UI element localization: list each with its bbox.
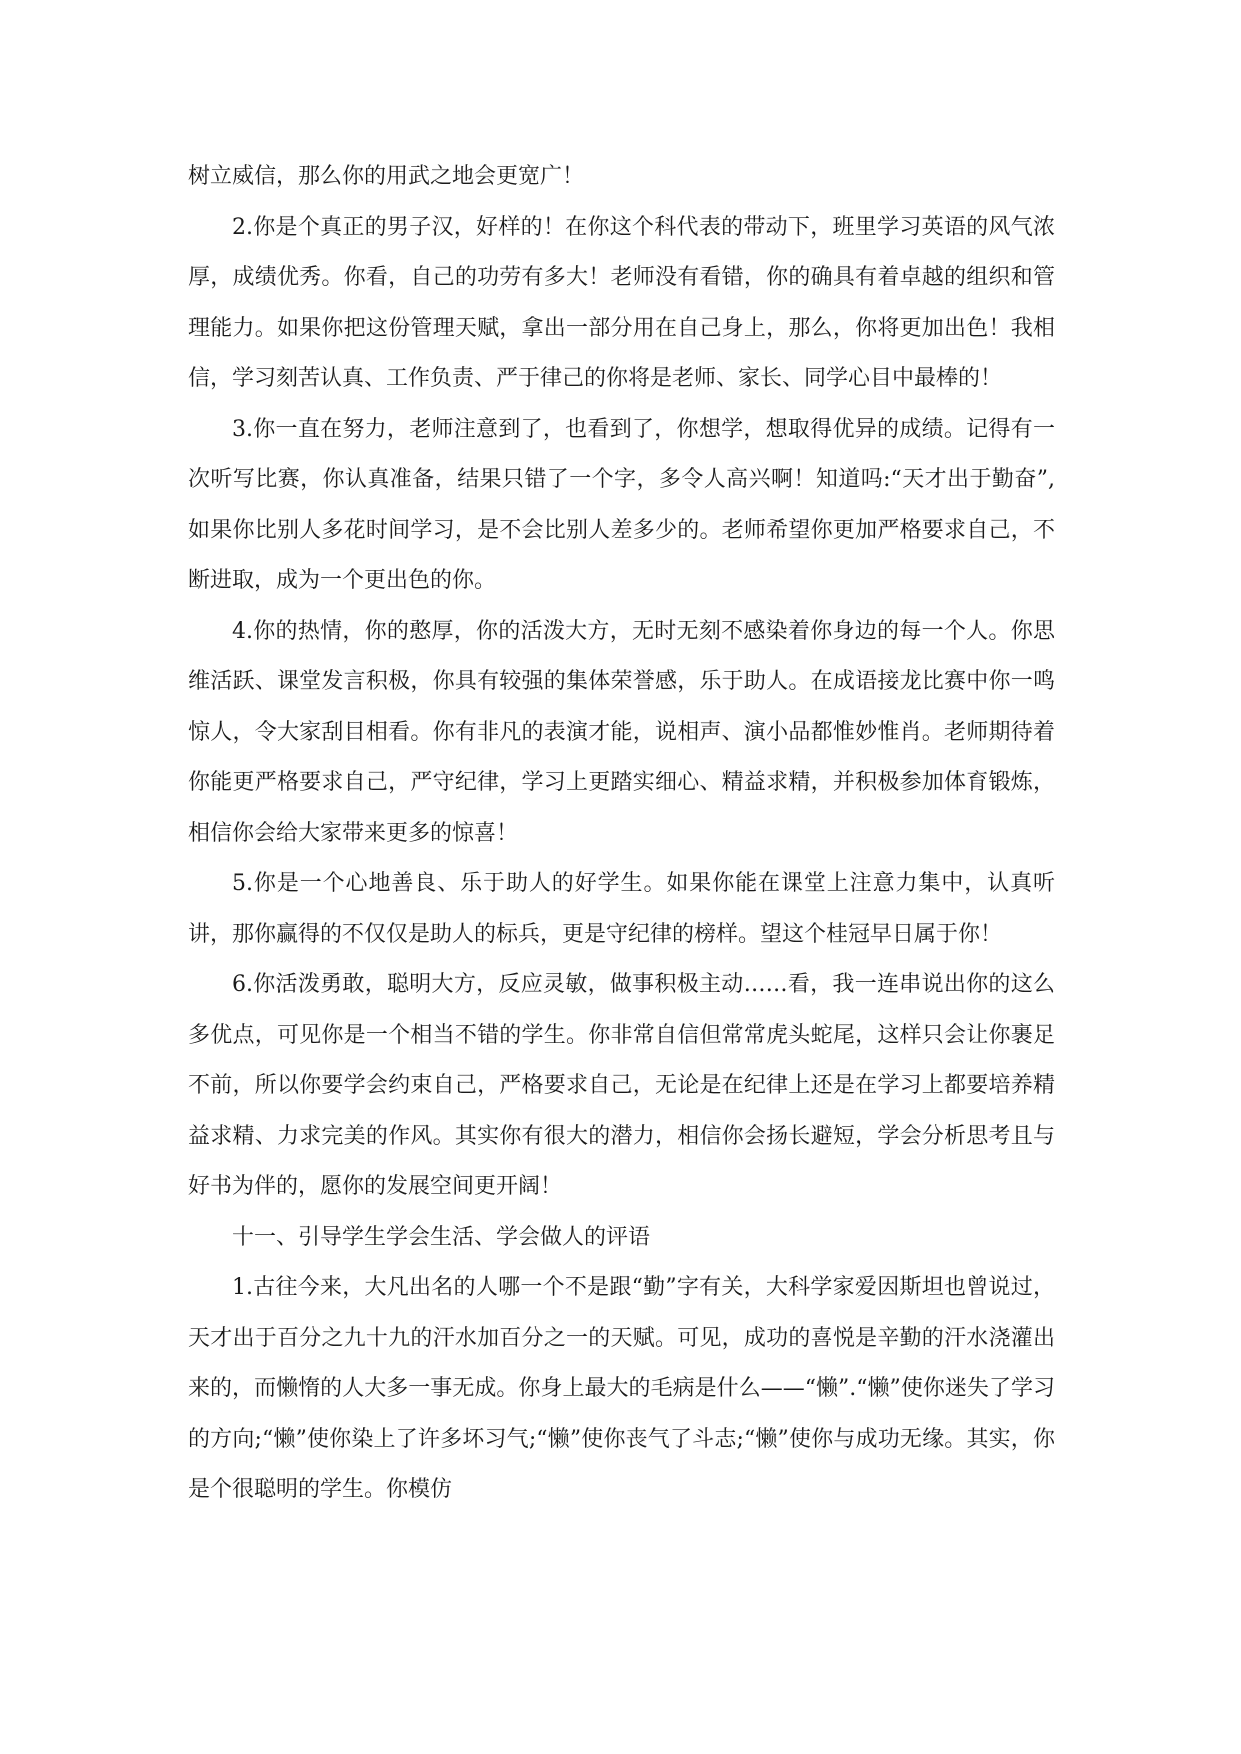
paragraph-comment-6: 6.你活泼勇敢，聪明大方，反应灵敏，做事积极主动……看，我一连串说出你的这么多优点，可见你是一个相当不错的学生。你非常自信但常常虎头蛇尾，这样只会让你裹足不前，所以你要学会约束自己，严格要求自己，无论是在纪律上还是在学习上都要培养精益求精、力求完美的作风。其实你有很大的潜力，相信你会扬长避短，学会分析思考且与好书为伴的，愿你的发展空间更开阔！ [188, 972, 1055, 1199]
paragraph-comment-4: 4.你的热情，你的憨厚，你的活泼大方，无时无刻不感染着你身边的每一个人。你思维活跃、课堂发言积极，你具有较强的集体荣誉感，乐于助人。在成语接龙比赛中你一鸣惊人，令大家刮目相看。你有非凡的表演才能，说相声、演小品都惟妙惟肖。老师期待着你能更严格要求自己，严守纪律，学习上更踏实细心、精益求精，并积极参加体育锻炼，相信你会给大家带来更多的惊喜！ [188, 618, 1055, 846]
paragraph-comment-3: 3.你一直在努力，老师注意到了，也看到了，你想学，想取得优异的成绩。记得有一次听写比赛，你认真准备，结果只错了一个字，多令人高兴啊！知道吗:“天才出于勤奋”,如果你比别人多花时间学习，是不会比别人差多少的。老师希望你更加严格要求自己，不断进取，成为一个更出色的你。 [188, 416, 1055, 593]
paragraph-section-11-comment-1: 1.古往今来，大凡出名的人哪一个不是跟“勤”字有关，大科学家爱因斯坦也曾说过，天才出于百分之九十九的汗水加百分之一的天赋。可见，成功的喜悦是辛勤的汗水浇灌出来的，而懒惰的人大多一事无成。你身上最大的毛病是什么——“懒”.“懒”使你迷失了学习的方向;“懒”使你染上了许多坏习气;“懒”使你丧气了斗志;“懒”使你与成功无缘。其实，你是个很聪明的学生。你模仿 [188, 1275, 1055, 1502]
document-page [188, 152, 1055, 1516]
paragraph-comment-2: 2.你是个真正的男子汉，好样的！在你这个科代表的带动下，班里学习英语的风气浓厚，成绩优秀。你看，自己的功劳有多大！老师没有看错，你的确具有着卓越的组织和管理能力。如果你把这份管理天赋，拿出一部分用在自己身上，那么，你将更加出色！我相信，学习刻苦认真、工作负责、严于律己的你将是老师、家长、同学心目中最棒的！ [188, 214, 1055, 391]
paragraph-comment-5: 5.你是一个心地善良、乐于助人的好学生。如果你能在课堂上注意力集中，认真听讲，那你赢得的不仅仅是助人的标兵，更是守纪律的榜样。望这个桂冠早日属于你！ [188, 871, 1055, 947]
section-heading-11: 十一、引导学生学会生活、学会做人的评语 [232, 1224, 651, 1250]
paragraph-continuation: 树立威信，那么你的用武之地会更宽广！ [188, 164, 585, 189]
